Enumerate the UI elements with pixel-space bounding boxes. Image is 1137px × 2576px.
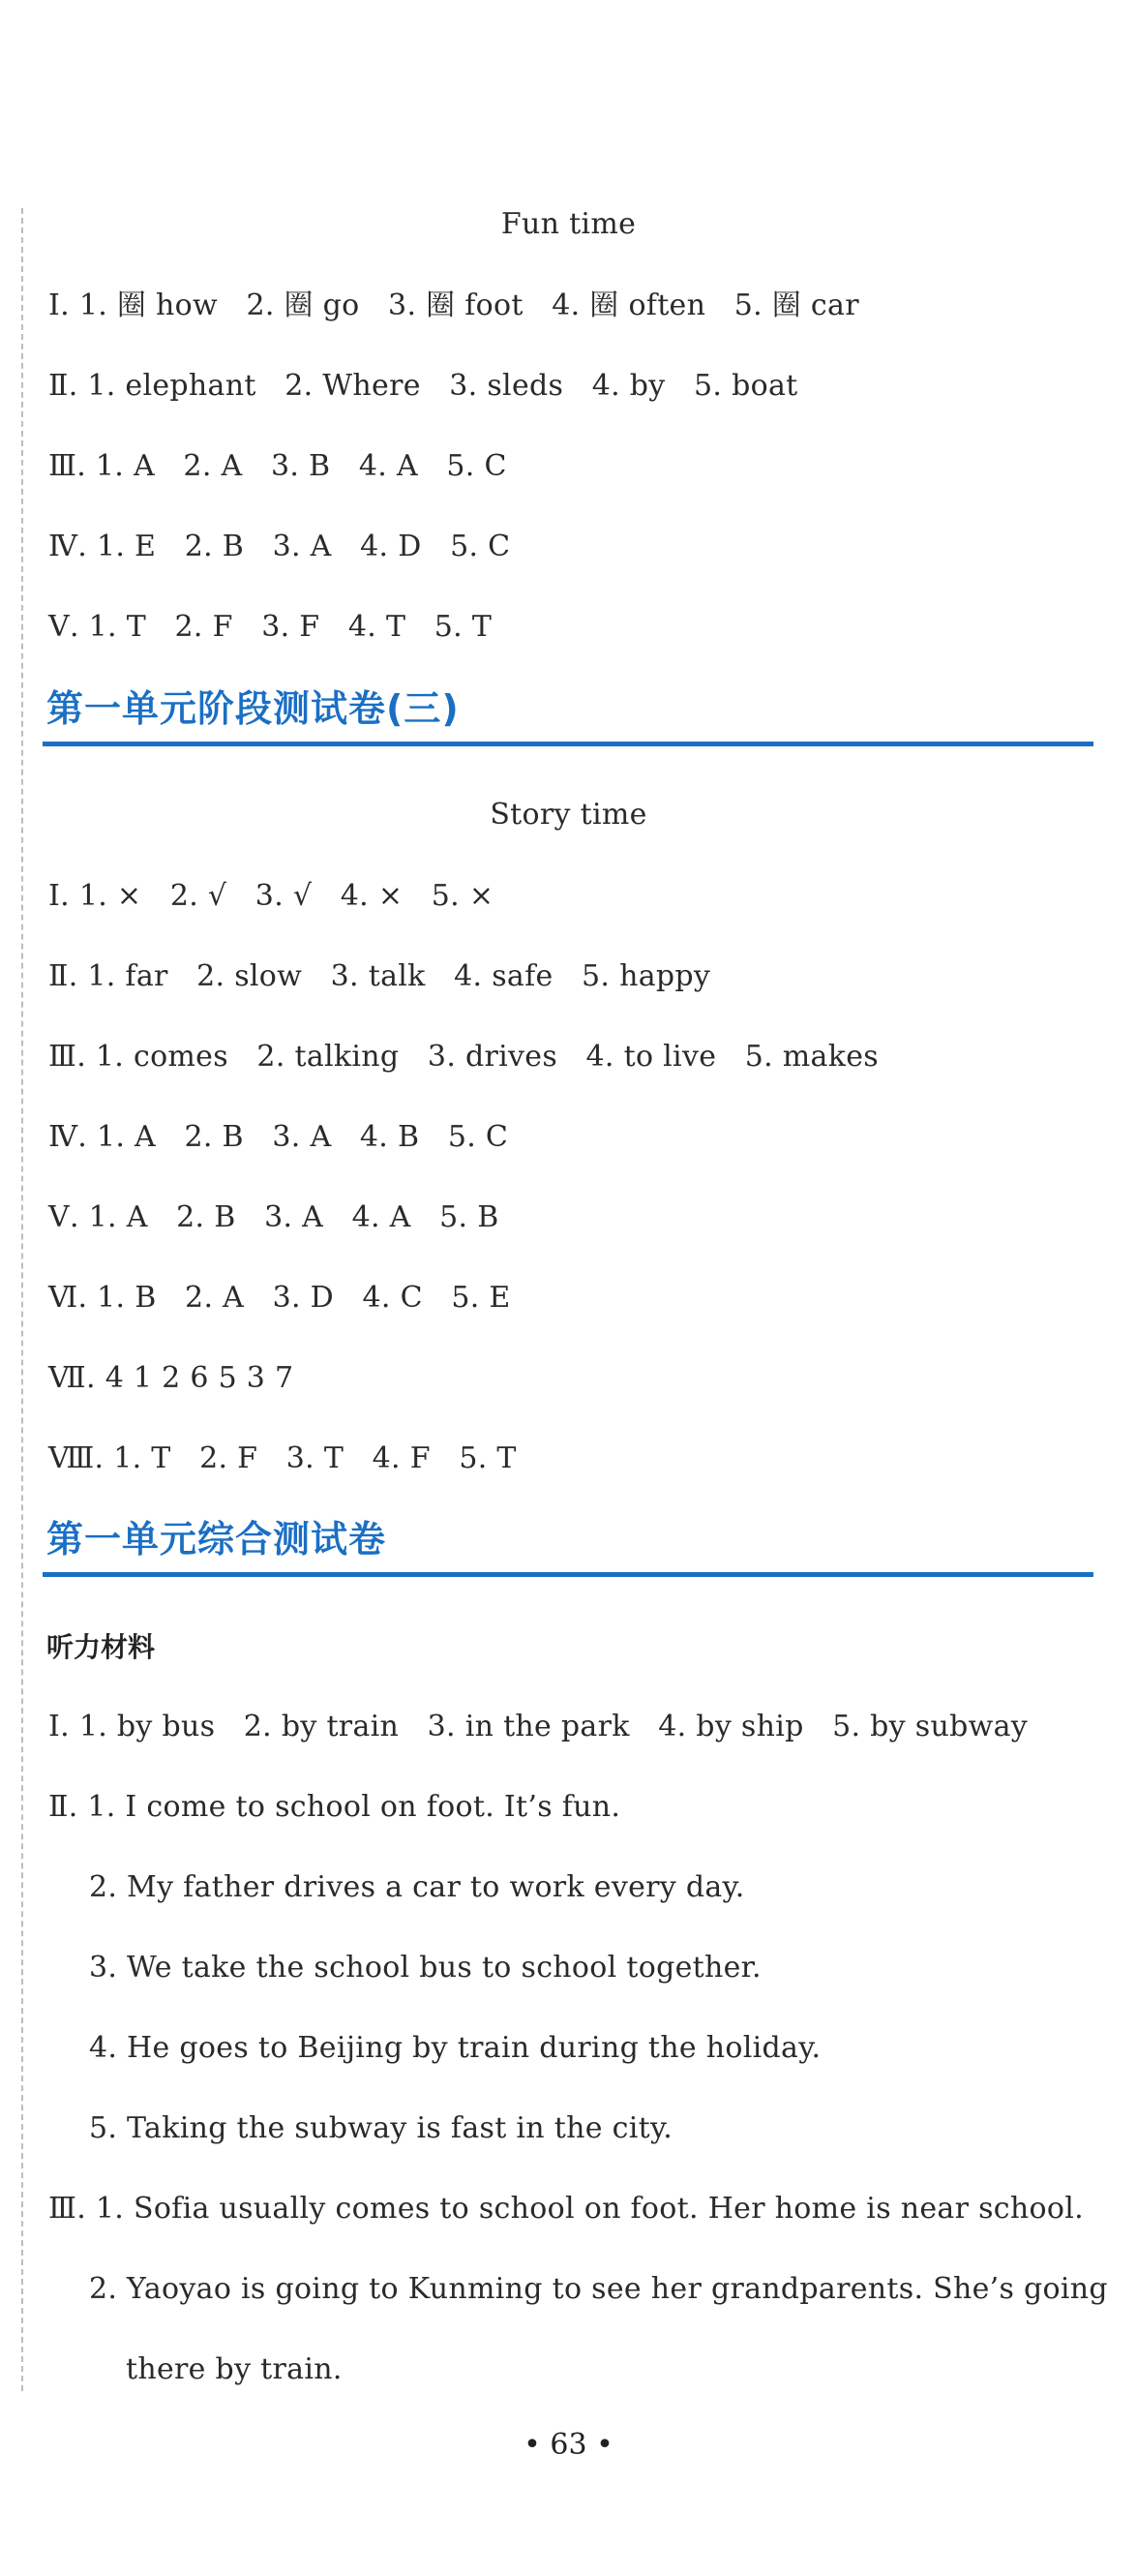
fun-time-title: Fun time [500, 207, 637, 241]
answer-line: 4. He goes to Beijing by train during the holiday. [89, 2031, 822, 2065]
answer-line: there by train. [126, 2352, 343, 2386]
answer-line: Ⅷ. 1. T 2. F 3. T 4. F 5. T [48, 1441, 517, 1475]
story-time-title: Story time [490, 798, 647, 832]
section-heading [43, 682, 1093, 746]
answer-line: Ⅱ. 1. far 2. slow 3. talk 4. safe 5. happy [48, 959, 711, 993]
section-heading-text: 第一单元阶段测试卷(三) [46, 687, 460, 730]
answer-line: Ⅰ. 1. by bus 2. by train 3. in the park 4. by ship 5. by subway [48, 1710, 1029, 1743]
answer-line: Ⅳ. 1. E 2. B 3. A 4. D 5. C [48, 530, 511, 563]
answer-line: Ⅱ. 1. elephant 2. Where 3. sleds 4. by 5. boat [48, 369, 798, 403]
section-heading [43, 1512, 1093, 1577]
answer-line: Ⅴ. 1. T 2. F 3. F 4. T 5. T [48, 610, 493, 644]
answer-line: Ⅰ. 1. × 2. √ 3. √ 4. × 5. × [48, 879, 494, 913]
page-number: • 63 • [524, 2428, 613, 2462]
answer-line: 5. Taking the subway is fast in the city. [89, 2111, 673, 2145]
binding-margin-line [21, 208, 23, 2391]
answer-line: Ⅲ. 1. Sofia usually comes to school on foot. Her home is near school. [48, 2192, 1084, 2226]
answer-line: 2. Yaoyao is going to Kunming to see her grandparents. She’s going [89, 2272, 1108, 2306]
answer-line: Ⅶ. 4 1 2 6 5 3 7 [48, 1361, 294, 1395]
answer-line: Ⅱ. 1. I come to school on foot. It’s fun. [48, 1790, 621, 1824]
answer-line: 3. We take the school bus to school together. [89, 1951, 762, 1985]
answer-line: Ⅲ. 1. comes 2. talking 3. drives 4. to live 5. makes [48, 1040, 879, 1074]
answer-line: Ⅴ. 1. A 2. B 3. A 4. A 5. B [48, 1200, 499, 1234]
answer-line: Ⅲ. 1. A 2. A 3. B 4. A 5. C [48, 449, 507, 483]
section-heading-text: 第一单元综合测试卷 [46, 1518, 387, 1561]
listening-material-label: 听力材料 [46, 1631, 156, 1663]
answer-line: Ⅳ. 1. A 2. B 3. A 4. B 5. C [48, 1120, 509, 1154]
answer-line: 2. My father drives a car to work every day. [89, 1870, 745, 1904]
answer-line: Ⅰ. 1. 圈 how 2. 圈 go 3. 圈 foot 4. 圈 often 5. 圈 car [48, 288, 859, 322]
answer-line: Ⅵ. 1. B 2. A 3. D 4. C 5. E [48, 1281, 511, 1315]
